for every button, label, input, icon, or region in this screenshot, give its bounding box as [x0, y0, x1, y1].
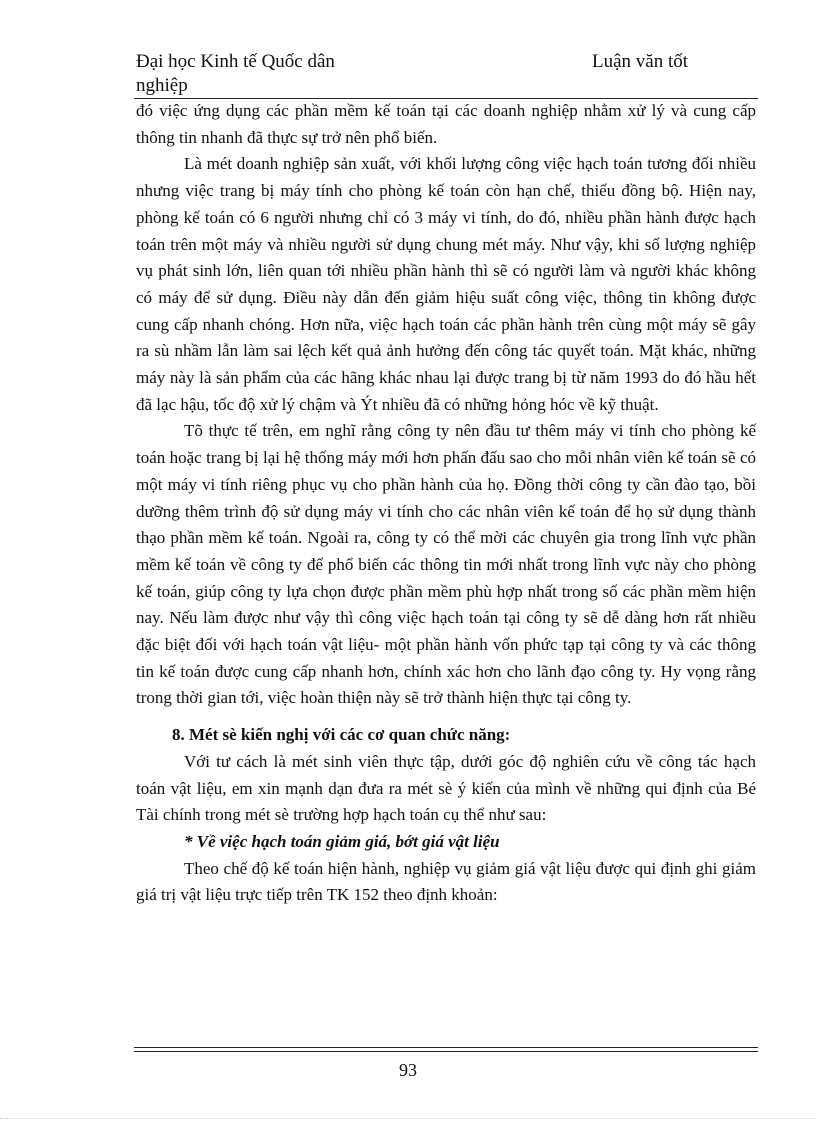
header-thesis-title: Luận văn tốt	[592, 51, 689, 72]
footer-divider	[134, 1047, 758, 1052]
paragraph-section-intro: Với tư cách là mét sinh viên thực tập, dưới góc độ nghiên cứu về công tác hạch toán vật liệu, em xin mạnh dạn đưa ra mét sè ý kiến của mình về những qui định của Bé Tài chính trong mét sè trường hợp hạch toán cụ thể như sau:	[136, 751, 756, 825]
section-heading: 8. Mét sè kiến nghị với các cơ quan chức năng:	[172, 725, 511, 745]
header-thesis-title-continued: nghiệp	[136, 75, 188, 96]
page-number: 93	[399, 1060, 417, 1080]
subheading: * Về việc hạch toán giảm giá, bớt giá vật liệu	[184, 831, 500, 851]
paragraph-continuation: đó việc ứng dụng các phần mềm kế toán tại các doanh nghiệp nhằm xử lý và cung cấp thông tin nhanh đã thực sự trở nên phổ biến.	[136, 101, 756, 147]
paragraph-discount-rule: Theo chế độ kế toán hiện hành, nghiệp vụ giảm giá vật liệu được qui định ghi giảm giá trị vật liệu trực tiếp trên TK 152 theo định khoản:	[136, 858, 756, 905]
paragraph-company-situation: Là mét doanh nghiệp sản xuất, với khối lượng công việc hạch toán tương đối nhiều nhưng việc trang bị máy tính cho phòng kế toán còn hạn chế, thiếu đồng bộ. Hiện nay, phòng kế toán có 6 người nhưng chỉ có 3 máy vi tính, do đó, nhiều phần hành được hạch toán trên một máy và nhiều người sử dụng chung mét máy. Như vậy, khi số lượng nghiệp vụ phát sinh lớn, liên quan tới nhiều phần hành thì sẽ có người làm và người khác không có máy để sử dụng. Điều này dẫn đến giảm hiệu suất công việc, thông tin không được cung cấp nhanh chóng. Hơn nữa, việc hạch toán các phần hành trên cùng một máy sẽ gây ra sù nhầm lẫn làm sai lệch kết quả ảnh hưởng đến công tác quyết toán. Mặt khác, những máy này là sản phẩm của các hãng khác nhau lại được trang bị từ năm 1993 do đó hầu hết đã lạc hậu, tốc độ xử lý chậm và Ýt nhiều đã có những hỏng hóc về kỹ thuật.	[136, 154, 756, 414]
document-body	[136, 98, 756, 909]
page-edge	[0, 1118, 816, 1119]
header-university: Đại học Kinh tế Quốc dân	[136, 51, 335, 72]
paragraph-recommendation: Tõ thực tế trên, em nghĩ rằng công ty nên đầu tư thêm máy vi tính cho phòng kế toán hoặc trang bị lại hệ thống máy mới hơn phấn đấu sao cho mỗi nhân viên kế toán sẽ có một máy vi tính riêng phục vụ cho phần hành của họ. Đồng thời công ty cần đào tạo, bồi dưỡng thêm trình độ sử dụng máy vi tính cho các nhân viên kế toán để họ sử dụng thành thạo phần mềm kế toán. Ngoài ra, công ty có thể mời các chuyên gia trong lĩnh vực phần mềm kế toán về công ty để phổ biến các thông tin mới nhất trong lĩnh vực này cho phòng kế toán, giúp công ty lựa chọn được phần mềm phù hợp nhất trong số các phần mềm hiện nay. Nếu làm được như vậy thì công việc hạch toán tại công ty sẽ dễ dàng hơn rất nhiều đặc biệt đối với hạch toán vật liệu- một phần hành vốn phức tạp tại công ty và các thông tin kế toán được cung cấp nhanh hơn, chính xác hơn cho lãnh đạo công ty. Hy vọng rằng trong thời gian tới, việc hoàn thiện này sẽ trở thành hiện thực tại công ty.	[136, 421, 756, 708]
